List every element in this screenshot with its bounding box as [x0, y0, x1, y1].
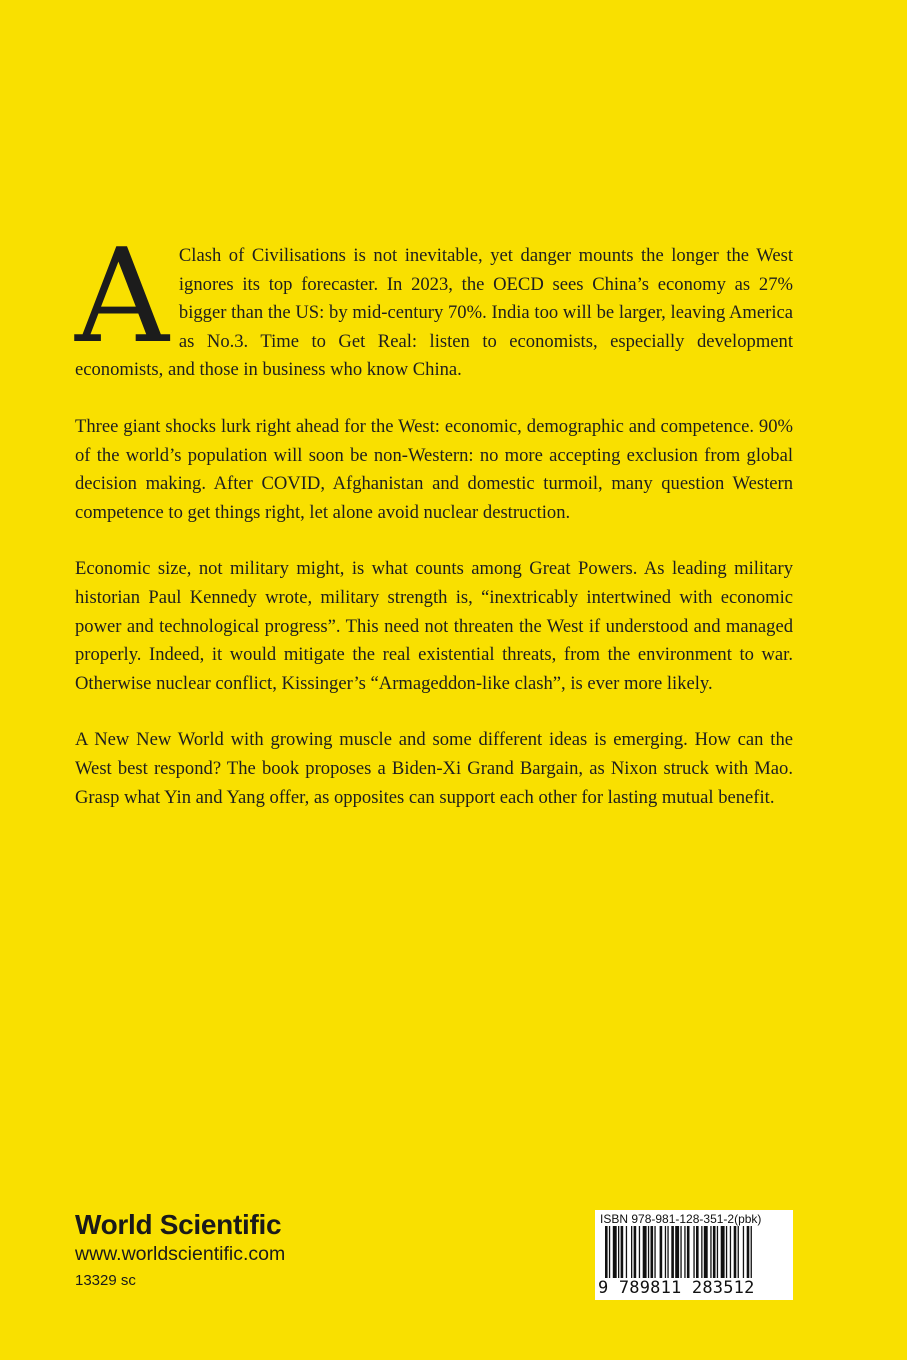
paragraph-1-text: Clash of Civilisations is not inevitable, yet danger mounts the longer the West ignores its top forecaster. In 2023, the OECD sees China’s economy as 27% bigger than the US: by mid-century 70%. India too will be larger, leaving America as No.3. Time to Get Real: listen to economists, especially development economists, and those in business who know China.	[75, 245, 793, 381]
barcode-digits: 9 789811 283512	[598, 1278, 755, 1298]
barcode-bar	[747, 1226, 750, 1278]
blurb-paragraph-2: Three giant shocks lurk right ahead for the West: economic, demographic and competence. 90% of the world’s population will soon be non-Western: no more accepting exclusion from global decision making. After COVID, Afghanistan and domestic turmoil, many question Western competence to get things right, let alone avoid nuclear destruction.	[75, 415, 793, 523]
barcode-bar	[621, 1226, 624, 1278]
barcode-bar	[751, 1226, 752, 1278]
blurb-paragraph-3: Economic size, not military might, is what counts among Great Powers. As leading military historian Paul Kennedy wrote, military strength is, “inextricably intertwined with economic power and technological progress”. This need not threaten the West if understood and managed properly. Indeed, it would mitigate the real existential threats, from the environment to war. Otherwise nuclear conflict, Kissinger’s “Armageddon-like clash”, is ever more likely.	[75, 558, 793, 694]
blurb-paragraph-4: A New New World with growing muscle and some different ideas is emerging. How can the West best respond? The book proposes a Biden-Xi Grand Bargain, as Nixon struck with Mao. Grasp what Yin and Yang offer, as opposites can support each other for lasting mutual benefit.	[75, 729, 793, 808]
publisher-block	[75, 1208, 285, 1292]
barcode-bar	[704, 1226, 708, 1278]
barcode-bar	[680, 1226, 681, 1278]
barcode-bar	[639, 1226, 640, 1278]
barcode-bar	[730, 1226, 731, 1278]
barcode-bar	[665, 1226, 666, 1278]
barcode-bar	[609, 1226, 610, 1278]
barcode-bar	[684, 1226, 685, 1278]
barcode-bar	[726, 1226, 727, 1278]
barcode-bar	[651, 1226, 654, 1278]
barcode-bar	[671, 1226, 674, 1278]
barcode-bar	[693, 1226, 694, 1278]
barcode-bar	[654, 1226, 655, 1278]
isbn-barcode	[595, 1210, 793, 1300]
barcode-bar	[721, 1226, 725, 1278]
barcode-bar	[701, 1226, 702, 1278]
barcode-bar	[675, 1226, 679, 1278]
barcode-bar	[717, 1226, 718, 1278]
publisher-url: www.worldscientific.com	[75, 1243, 286, 1265]
barcode-bar	[634, 1226, 637, 1278]
barcode-bar	[696, 1226, 699, 1278]
barcode-bar	[643, 1226, 647, 1278]
barcode-bar	[713, 1226, 716, 1278]
publisher-name: World Scientific	[75, 1209, 282, 1240]
barcode-bar	[618, 1226, 619, 1278]
barcode-bars	[595, 1226, 793, 1278]
barcode-bar	[631, 1226, 632, 1278]
barcode-bar	[660, 1226, 663, 1278]
blurb-paragraph-1	[75, 220, 793, 385]
barcode-bar	[710, 1226, 711, 1278]
barcode-bar	[687, 1226, 690, 1278]
barcode-bar	[648, 1226, 649, 1278]
isbn-label: ISBN 978-981-128-351-2(pbk)	[600, 1212, 762, 1226]
barcode-bar	[743, 1226, 744, 1278]
barcode-bar	[738, 1226, 739, 1278]
blurb-text	[75, 220, 793, 840]
drop-cap: A	[75, 220, 167, 372]
publisher-code: 13329 sc	[75, 1272, 136, 1289]
barcode-bar	[613, 1226, 617, 1278]
barcode-bar	[667, 1226, 668, 1278]
barcode-bar	[605, 1226, 608, 1278]
barcode-bar	[734, 1226, 737, 1278]
barcode-bar	[626, 1226, 627, 1278]
